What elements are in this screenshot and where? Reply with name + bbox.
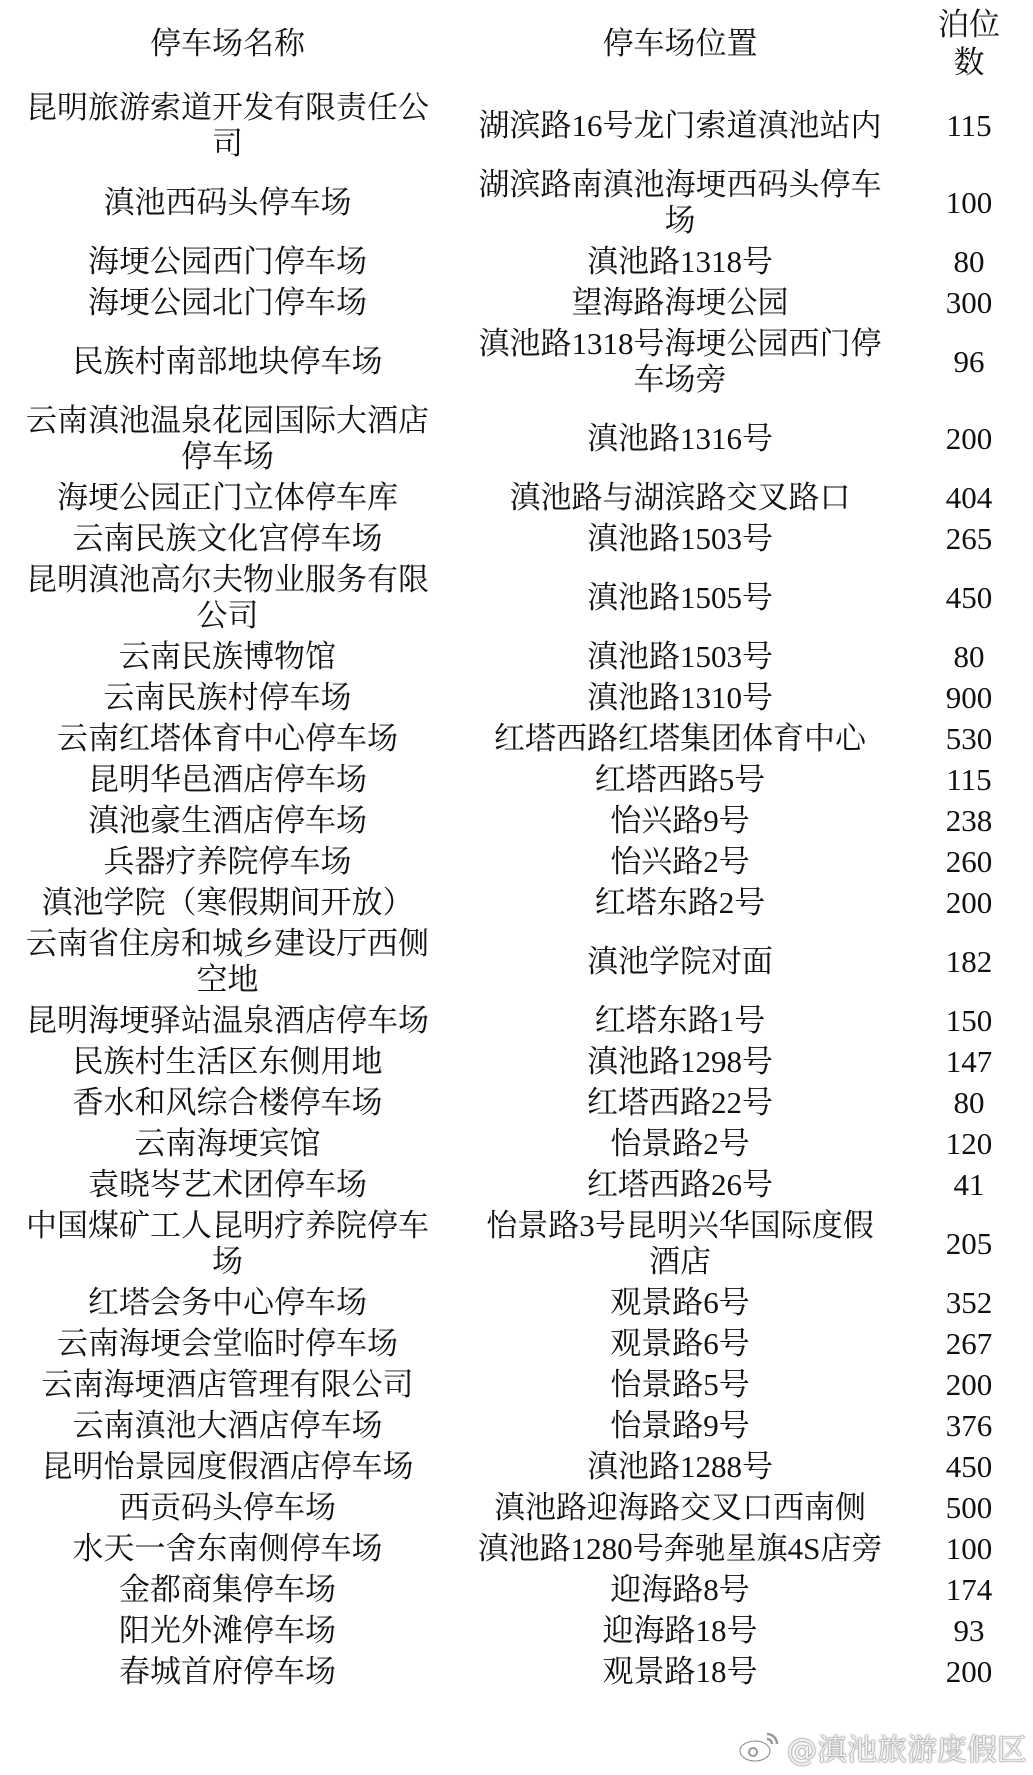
table-row (0, 678, 1033, 719)
cell-name: 海埂公园北门停车场 (88, 285, 367, 320)
cell-location: 红塔西路22号 (587, 1085, 773, 1120)
cell-name: 兵器疗养院停车场 (103, 844, 352, 879)
cell-spaces: 200 (945, 1367, 993, 1402)
table-row (0, 719, 1033, 760)
table-row (0, 842, 1033, 883)
cell-spaces: 530 (945, 721, 993, 756)
header-name: 停车场名称 (150, 26, 305, 61)
cell-location: 怡景路2号 (610, 1126, 750, 1161)
cell-name: 云南民族博物馆 (119, 639, 336, 674)
cell-location: 怡兴路2号 (610, 844, 750, 879)
table-row (0, 1283, 1033, 1324)
table-row (0, 1324, 1033, 1365)
cell-location: 滇池路1318号 (587, 244, 773, 279)
cell-spaces: 182 (945, 944, 993, 979)
table-row (0, 1529, 1033, 1570)
cell-spaces: 93 (953, 1613, 985, 1648)
cell-name: 滇池豪生酒店停车场 (88, 803, 367, 838)
cell-name: 民族村南部地块停车场 (72, 344, 383, 379)
cell-location: 滇池路1505号 (587, 580, 773, 615)
cell-location: 怡兴路9号 (610, 803, 750, 838)
cell-spaces: 376 (945, 1408, 993, 1443)
cell-location: 红塔西路26号 (587, 1167, 773, 1202)
cell-name: 昆明旅游索道开发有限责任公 司 (26, 90, 429, 161)
cell-spaces: 260 (945, 844, 993, 879)
cell-name: 云南海埂宾馆 (134, 1126, 321, 1161)
cell-location: 滇池路迎海路交叉口西南侧 (494, 1490, 866, 1525)
cell-spaces: 500 (945, 1490, 993, 1525)
cell-name: 滇池学院（寒假期间开放） (41, 885, 414, 920)
table-row (0, 1083, 1033, 1124)
cell-spaces: 41 (953, 1167, 985, 1202)
cell-spaces: 200 (945, 1654, 993, 1689)
cell-name: 海埂公园正门立体停车库 (57, 480, 398, 515)
cell-location: 滇池学院对面 (587, 944, 773, 979)
table-row (0, 883, 1033, 924)
cell-name: 香水和风综合楼停车场 (72, 1085, 383, 1120)
cell-spaces: 174 (945, 1572, 993, 1607)
table-row (0, 1652, 1033, 1693)
cell-name: 昆明华邑酒店停车场 (88, 762, 367, 797)
cell-spaces: 115 (946, 762, 992, 797)
cell-location: 红塔东路1号 (594, 1003, 766, 1038)
cell-location: 怡景路9号 (610, 1408, 750, 1443)
cell-spaces: 96 (953, 344, 985, 379)
cell-name: 云南红塔体育中心停车场 (57, 721, 398, 756)
cell-spaces: 80 (953, 1085, 985, 1120)
cell-name: 云南海埂酒店管理有限公司 (41, 1367, 414, 1402)
cell-location: 滇池路1280号奔驰星旗4S店旁 (477, 1531, 883, 1566)
cell-spaces: 450 (945, 1449, 993, 1484)
cell-spaces: 80 (953, 244, 985, 279)
table-row (0, 401, 1033, 478)
table-row (0, 1206, 1033, 1283)
cell-name: 袁晓岑艺术团停车场 (88, 1167, 367, 1202)
table-header (0, 0, 1033, 88)
cell-location: 滇池路1298号 (587, 1044, 773, 1079)
table-row (0, 1001, 1033, 1042)
watermark (737, 1725, 1027, 1769)
cell-spaces: 115 (946, 108, 992, 143)
cell-name: 红塔会务中心停车场 (88, 1285, 367, 1320)
table-row (0, 1406, 1033, 1447)
cell-spaces: 900 (945, 680, 993, 715)
cell-name: 金都商集停车场 (119, 1572, 336, 1607)
table-row (0, 801, 1033, 842)
table-row (0, 924, 1033, 1001)
cell-spaces: 450 (945, 580, 993, 615)
cell-location: 观景路6号 (610, 1285, 750, 1320)
cell-spaces: 200 (945, 885, 993, 920)
cell-location: 滇池路1316号 (587, 421, 773, 456)
cell-spaces: 147 (945, 1044, 993, 1079)
table-row (0, 88, 1033, 165)
table-row (0, 1042, 1033, 1083)
cell-name: 西贡码头停车场 (119, 1490, 336, 1525)
cell-name: 春城首府停车场 (119, 1654, 336, 1689)
table-row (0, 519, 1033, 560)
cell-location: 滇池路1503号 (587, 521, 773, 556)
cell-name: 云南滇池温泉花园国际大酒店 停车场 (26, 403, 429, 474)
cell-location: 望海路海埂公园 (571, 285, 789, 320)
cell-location: 迎海路8号 (610, 1572, 750, 1607)
cell-spaces: 300 (945, 285, 993, 320)
cell-location: 怡景路5号 (610, 1367, 750, 1402)
table-row (0, 1611, 1033, 1652)
cell-location: 湖滨路南滇池海埂西码头停车 场 (478, 167, 882, 238)
cell-location: 滇池路1310号 (587, 680, 773, 715)
cell-spaces: 352 (945, 1285, 993, 1320)
table-row (0, 1165, 1033, 1206)
header-spaces: 泊位 数 (938, 7, 1000, 80)
table-row (0, 760, 1033, 801)
cell-spaces: 80 (953, 639, 985, 674)
cell-name: 云南省住房和城乡建设厅西侧 空地 (26, 926, 429, 997)
cell-location: 滇池路与湖滨路交叉路口 (509, 480, 851, 515)
cell-location: 湖滨路16号龙门索道滇池站内 (478, 108, 882, 143)
watermark-text: @滇池旅游度假区 (787, 1733, 1027, 1768)
cell-spaces: 265 (945, 521, 993, 556)
cell-name: 云南民族村停车场 (103, 680, 352, 715)
cell-name: 昆明海埂驿站温泉酒店停车场 (26, 1003, 429, 1038)
cell-spaces: 200 (945, 421, 993, 456)
table-row (0, 1124, 1033, 1165)
table-row (0, 1488, 1033, 1529)
cell-location: 滇池路1288号 (587, 1449, 773, 1484)
cell-spaces: 267 (945, 1326, 993, 1361)
cell-spaces: 100 (945, 185, 993, 220)
cell-location: 红塔西路红塔集团体育中心 (494, 721, 866, 756)
cell-spaces: 205 (945, 1226, 993, 1261)
header-location: 停车场位置 (602, 26, 758, 61)
cell-location: 怡景路3号昆明兴华国际度假 酒店 (486, 1208, 874, 1279)
cell-name: 阳光外滩停车场 (119, 1613, 336, 1648)
cell-spaces: 120 (945, 1126, 993, 1161)
table-row (0, 1570, 1033, 1611)
cell-location: 滇池路1503号 (587, 639, 773, 674)
weibo-icon (737, 1730, 781, 1764)
table-row (0, 560, 1033, 637)
table-row (0, 1365, 1033, 1406)
cell-spaces: 404 (945, 480, 993, 515)
table-row (0, 637, 1033, 678)
cell-spaces: 150 (945, 1003, 993, 1038)
cell-name: 水天一舍东南侧停车场 (72, 1531, 383, 1566)
table-row (0, 242, 1033, 283)
cell-location: 滇池路1318号海埂公园西门停 车场旁 (478, 326, 882, 397)
table-row (0, 324, 1033, 401)
cell-name: 云南民族文化宫停车场 (72, 521, 383, 556)
table-body (0, 88, 1033, 1693)
cell-name: 昆明怡景园度假酒店停车场 (41, 1449, 414, 1484)
table-row (0, 478, 1033, 519)
cell-location: 红塔西路5号 (594, 762, 766, 797)
cell-location: 红塔东路2号 (594, 885, 766, 920)
cell-location: 观景路6号 (610, 1326, 750, 1361)
cell-name: 滇池西码头停车场 (103, 185, 352, 220)
cell-spaces: 238 (945, 803, 993, 838)
cell-name: 海埂公园西门停车场 (88, 244, 367, 279)
cell-name: 昆明滇池高尔夫物业服务有限 公司 (26, 562, 429, 633)
table-row (0, 165, 1033, 242)
cell-location: 迎海路18号 (602, 1613, 758, 1648)
cell-name: 云南滇池大酒店停车场 (72, 1408, 383, 1443)
table-row (0, 1447, 1033, 1488)
cell-location: 观景路18号 (602, 1654, 758, 1689)
cell-spaces: 100 (945, 1531, 993, 1566)
cell-name: 中国煤矿工人昆明疗养院停车 场 (26, 1208, 429, 1279)
cell-name: 云南海埂会堂临时停车场 (57, 1326, 398, 1361)
table-row (0, 283, 1033, 324)
cell-name: 民族村生活区东侧用地 (72, 1044, 383, 1079)
